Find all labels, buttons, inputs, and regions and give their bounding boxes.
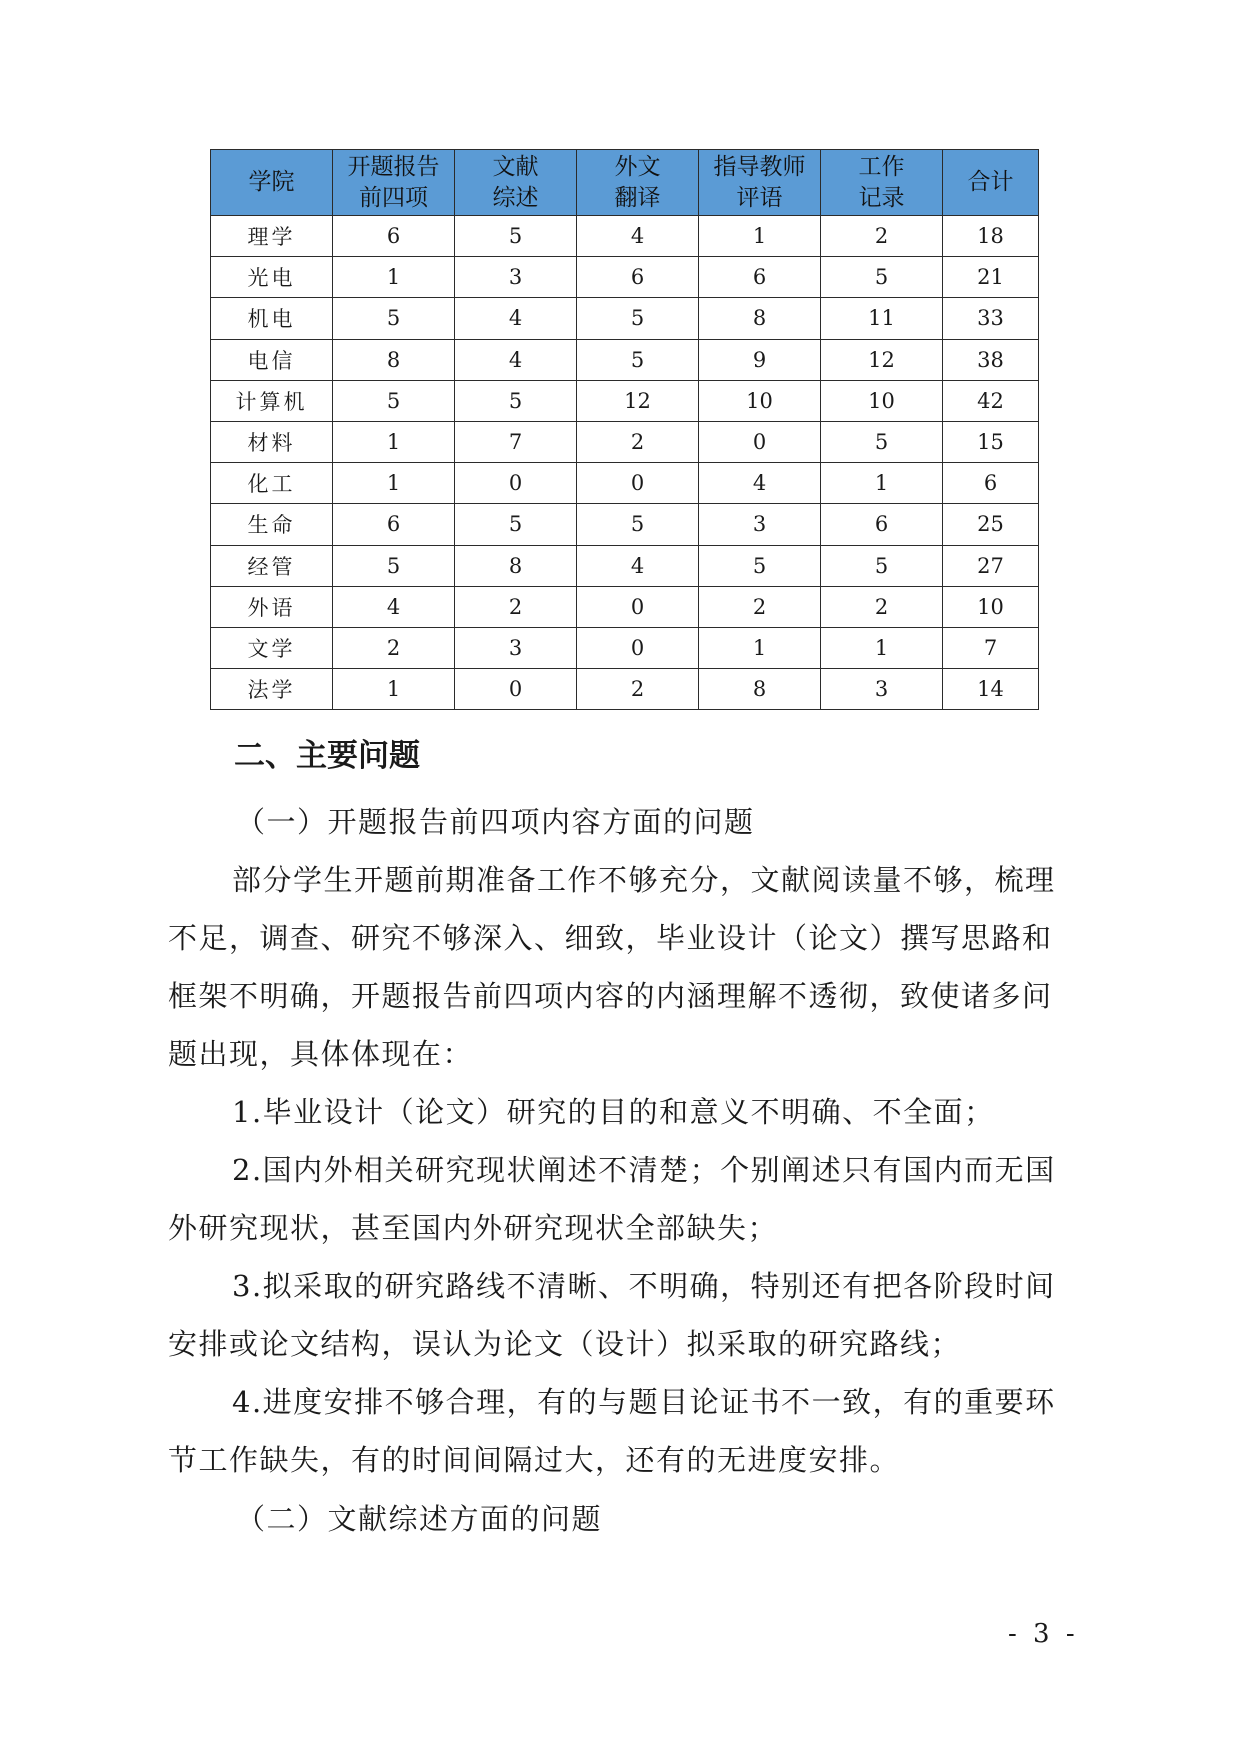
list-item-1: 1.毕业设计（论文）研究的目的和意义不明确、不全面；: [232, 1095, 995, 1129]
count-cell: 6: [577, 257, 699, 298]
college-name-cell: 机电: [211, 298, 333, 339]
count-cell: 3: [455, 257, 577, 298]
college-name-cell: 计算机: [211, 380, 333, 421]
statistics-table: [210, 149, 1039, 710]
table-row: [211, 545, 1039, 586]
count-cell: 5: [821, 421, 943, 462]
count-cell: 5: [577, 298, 699, 339]
count-cell: 11: [821, 298, 943, 339]
table-row: [211, 463, 1039, 504]
count-cell: 10: [943, 586, 1039, 627]
count-cell: 1: [821, 463, 943, 504]
count-cell: 4: [577, 216, 699, 257]
count-cell: 4: [455, 339, 577, 380]
college-name-cell: 文学: [211, 627, 333, 668]
count-cell: 2: [821, 586, 943, 627]
header-total: 合计: [943, 150, 1039, 216]
count-cell: 2: [455, 586, 577, 627]
count-cell: 1: [699, 627, 821, 668]
list-item-3: 3.拟采取的研究路线不清晰、不明确，特别还有把各阶段时间安排或论文结构，误认为论文（设计）拟采取的研究路线；: [168, 1269, 1056, 1361]
count-cell: 2: [333, 627, 455, 668]
count-cell: 42: [943, 380, 1039, 421]
count-cell: 3: [699, 504, 821, 545]
count-cell: 12: [821, 339, 943, 380]
college-name-cell: 经管: [211, 545, 333, 586]
page-number: - 3 -: [1008, 1619, 1079, 1649]
count-cell: 1: [333, 257, 455, 298]
table-row: [211, 627, 1039, 668]
count-cell: 10: [821, 380, 943, 421]
count-cell: 4: [577, 545, 699, 586]
table-row: [211, 586, 1039, 627]
count-cell: 5: [333, 298, 455, 339]
table-row: [211, 339, 1039, 380]
college-name-cell: 生命: [211, 504, 333, 545]
count-cell: 15: [943, 421, 1039, 462]
count-cell: 25: [943, 504, 1039, 545]
college-name-cell: 电信: [211, 339, 333, 380]
count-cell: 8: [333, 339, 455, 380]
header-work-record: 工作 记录: [821, 150, 943, 216]
count-cell: 18: [943, 216, 1039, 257]
count-cell: 12: [577, 380, 699, 421]
count-cell: 14: [943, 669, 1039, 710]
college-name-cell: 光电: [211, 257, 333, 298]
count-cell: 0: [699, 421, 821, 462]
college-name-cell: 法学: [211, 669, 333, 710]
count-cell: 8: [455, 545, 577, 586]
count-cell: 0: [577, 463, 699, 504]
table-row: [211, 380, 1039, 421]
table-row: [211, 504, 1039, 545]
intro-paragraph: 部分学生开题前期准备工作不够充分，文献阅读量不够，梳理不足，调查、研究不够深入、细致，毕业设计（论文）撰写思路和框架不明确，开题报告前四项内容的内涵理解不透彻，致使诸多问题出现，具体体现在：: [168, 863, 1056, 1071]
count-cell: 5: [821, 545, 943, 586]
header-proposal-first-four: 开题报告 前四项: [333, 150, 455, 216]
count-cell: 5: [333, 380, 455, 421]
header-college: 学院: [211, 150, 333, 216]
count-cell: 6: [821, 504, 943, 545]
count-cell: 33: [943, 298, 1039, 339]
count-cell: 5: [821, 257, 943, 298]
count-cell: 2: [821, 216, 943, 257]
count-cell: 6: [943, 463, 1039, 504]
count-cell: 1: [333, 669, 455, 710]
count-cell: 5: [455, 380, 577, 421]
header-foreign-translation: 外文 翻译: [577, 150, 699, 216]
count-cell: 21: [943, 257, 1039, 298]
count-cell: 7: [455, 421, 577, 462]
subheading-proposal-issues: （一）开题报告前四项内容方面的问题: [236, 805, 755, 839]
college-name-cell: 外语: [211, 586, 333, 627]
count-cell: 2: [577, 669, 699, 710]
subheading-literature-issues: （二）文献综述方面的问题: [236, 1502, 603, 1536]
count-cell: 2: [577, 421, 699, 462]
count-cell: 7: [943, 627, 1039, 668]
count-cell: 0: [455, 669, 577, 710]
list-item-4: 4.进度安排不够合理，有的与题目论证书不一致，有的重要环节工作缺失，有的时间间隔过大，还有的无进度安排。: [168, 1385, 1056, 1477]
college-name-cell: 化工: [211, 463, 333, 504]
count-cell: 8: [699, 669, 821, 710]
count-cell: 3: [455, 627, 577, 668]
table-row: [211, 216, 1039, 257]
header-advisor-comments: 指导教师 评语: [699, 150, 821, 216]
count-cell: 8: [699, 298, 821, 339]
college-name-cell: 理学: [211, 216, 333, 257]
table-row: [211, 298, 1039, 339]
count-cell: 1: [821, 627, 943, 668]
count-cell: 4: [699, 463, 821, 504]
count-cell: 5: [333, 545, 455, 586]
table-row: [211, 257, 1039, 298]
table-header-row: [211, 150, 1039, 216]
table-body: [211, 216, 1039, 710]
count-cell: 5: [455, 504, 577, 545]
count-cell: 4: [333, 586, 455, 627]
count-cell: 5: [699, 545, 821, 586]
count-cell: 1: [699, 216, 821, 257]
count-cell: 3: [821, 669, 943, 710]
count-cell: 0: [577, 586, 699, 627]
count-cell: 27: [943, 545, 1039, 586]
list-item-2: 2.国内外相关研究现状阐述不清楚；个别阐述只有国内而无国外研究现状，甚至国内外研究现状全部缺失；: [168, 1153, 1056, 1245]
count-cell: 0: [455, 463, 577, 504]
count-cell: 4: [455, 298, 577, 339]
section-heading: 二、主要问题: [234, 738, 420, 774]
body-text: [168, 851, 1080, 1489]
count-cell: 1: [333, 463, 455, 504]
count-cell: 6: [699, 257, 821, 298]
count-cell: 38: [943, 339, 1039, 380]
count-cell: 5: [577, 339, 699, 380]
table-row: [211, 421, 1039, 462]
count-cell: 10: [699, 380, 821, 421]
count-cell: 5: [455, 216, 577, 257]
count-cell: 5: [577, 504, 699, 545]
header-literature-review: 文献 综述: [455, 150, 577, 216]
count-cell: 2: [699, 586, 821, 627]
table-row: [211, 669, 1039, 710]
count-cell: 6: [333, 504, 455, 545]
count-cell: 6: [333, 216, 455, 257]
count-cell: 0: [577, 627, 699, 668]
college-name-cell: 材料: [211, 421, 333, 462]
count-cell: 9: [699, 339, 821, 380]
count-cell: 1: [333, 421, 455, 462]
